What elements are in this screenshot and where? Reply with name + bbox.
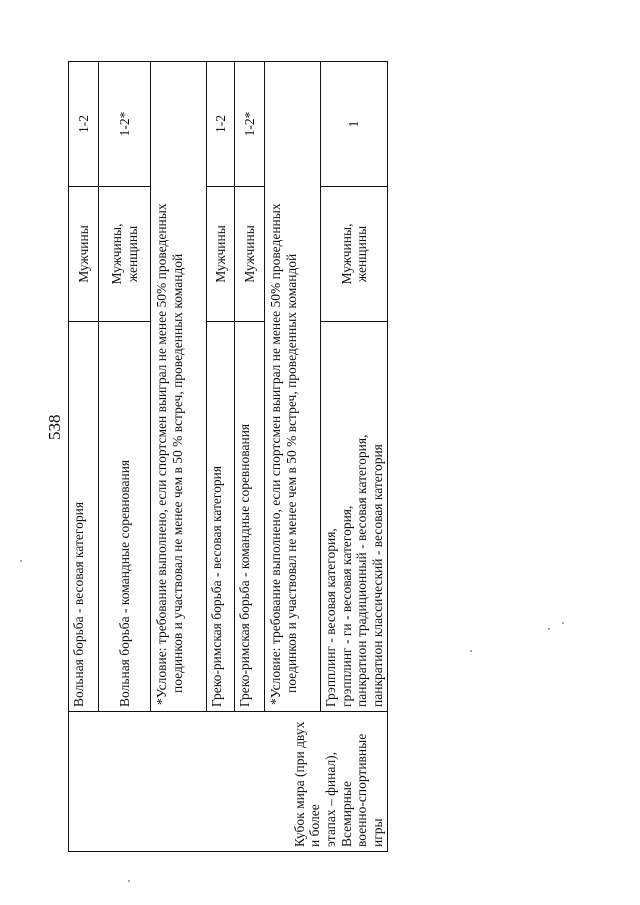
condition-note	[265, 62, 321, 712]
scan-speck	[548, 628, 550, 630]
gender-line-2: женщины	[124, 225, 140, 283]
gender-cell: Мужчины	[69, 187, 99, 322]
place-cell: 1-2*	[235, 62, 265, 187]
table-row	[69, 62, 99, 852]
page-number: 538	[45, 414, 64, 440]
gender-cell	[321, 187, 388, 322]
condition-line-1: *Условие: требование выполнено, если спортсмен выиграл не менее 50% проведенных	[268, 203, 283, 705]
discipline-cell: Греко-римская борьба - командные соревнования	[235, 322, 265, 712]
condition-line-1: *Условие: требование выполнено, если спортсмен выиграл не менее 50% проведенных	[154, 203, 169, 705]
gender-cell	[99, 187, 151, 322]
requirements-table	[68, 62, 385, 852]
competition-line-2: этапах – финал), Всемирные	[323, 751, 354, 847]
place-cell: 1-2*	[99, 62, 151, 187]
competition-line-3: военно-спортивные игры	[354, 733, 385, 847]
place-cell: 1-2	[207, 62, 235, 187]
discipline-line-4: панкратион классический - весовая категория	[369, 444, 385, 707]
gender-line-2: женщины	[354, 225, 370, 283]
scan-speck	[470, 650, 472, 652]
discipline-cell: Вольная борьба - командные соревнования	[99, 322, 151, 712]
scan-speck	[562, 622, 564, 624]
competition-line-1: Кубок мира (при двух и более	[291, 721, 323, 847]
discipline-cell: Греко-римская борьба - весовая категория	[207, 322, 235, 712]
gender-line-1: Мужчины,	[108, 223, 124, 285]
gender-cell: Мужчины	[235, 187, 265, 322]
place-cell: 1	[321, 62, 388, 187]
discipline-cell: Вольная борьба - весовая категория	[69, 322, 99, 712]
scan-speck	[20, 560, 22, 562]
discipline-line-2: грэпплинг - ги - весовая категория,	[338, 505, 354, 707]
competition-cell	[69, 712, 388, 852]
gender-cell: Мужчины	[207, 187, 235, 322]
condition-note	[151, 62, 207, 712]
scan-speck	[128, 880, 130, 882]
place-cell: 1-2	[69, 62, 99, 187]
condition-line-2: поединков и участвовал не менее чем в 50 % встреч, проведенных командой	[169, 253, 185, 693]
condition-line-2: поединков и участвовал не менее чем в 50 % встреч, проведенных командой	[283, 253, 299, 693]
discipline-line-1: Грэпплинг - весовая категория,	[323, 528, 338, 707]
discipline-line-3: панкратион традиционный - весовая категория,	[354, 434, 370, 707]
discipline-cell	[321, 322, 388, 712]
gender-line-1: Мужчины,	[338, 223, 354, 285]
